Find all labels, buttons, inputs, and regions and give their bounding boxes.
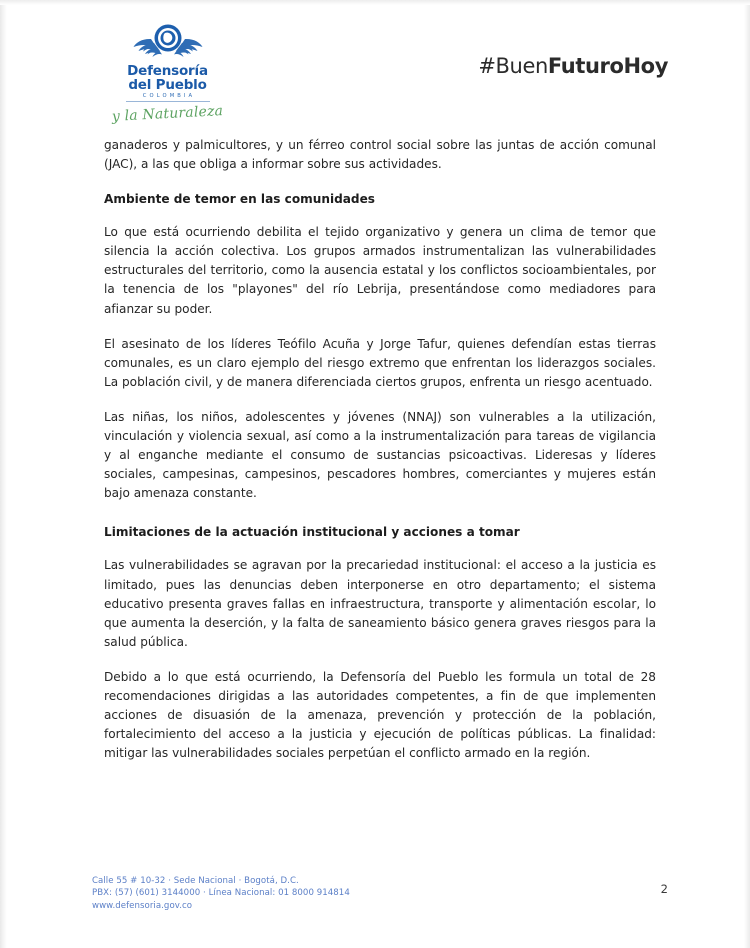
paragraph-clima-de-temor: Lo que está ocurriendo debilita el tejido organizativo y genera un clima de temor que silencia la acción colectiva. Los grupos armados instrumentalizan las vulnerabilidades estructurales del territorio, como la ausencia estatal y los conflictos socioambientales, por la tenencia de los "playones" del río Lebrija, presentándose como mediadores para afianzar su poder. [104,225,656,316]
logo-country-label: COLOMBIA [142,93,196,99]
scan-edge-right [744,0,750,948]
document-body [104,136,656,779]
footer-address: Calle 55 # 10-32 · Sede Nacional · Bogotá, D.C. [92,875,299,886]
logo-divider [126,101,210,102]
page-footer [92,875,658,912]
campaign-hashtag [478,54,668,78]
page-number: 2 [660,882,668,896]
hashtag-bold-part: FuturoHoy [547,54,668,78]
paragraph-nnaj-vulnerabilidad: Las niñas, los niños, adolescentes y jóvenes (NNAJ) son vulnerables a la utilización, vinculación y violencia sexual, así como a la instrumentalización para tareas de vigilancia y al enganche mediante el consumo de sustancias psicoactivas. Lideresas y líderes sociales, campesinas, campesinos, pescadores hombres, comerciantes y mujeres están bajo amenaza constante. [104,409,656,501]
scan-edge-left [0,0,7,948]
footer-phone: PBX: (57) (601) 3144000 · Línea Nacional: 01 8000 914814 [92,888,350,899]
paragraph-precariedad-institucional: Las vulnerabilidades se agravan por la precariedad institucional: el acceso a la justicia es limitado, pues las denuncias deben interponerse en otro departamento; el sistema educativo presenta graves fallas en infraestructura, transporte y alimentación escolar, lo que aumenta la deserción, y la falta de saneamiento básico genera graves riesgos para la salud pública. [104,558,656,649]
footer-contact-block [92,875,658,912]
logo-name-line-2: del Pueblo [128,77,207,93]
logo-tagline: y la Naturaleza [111,102,224,125]
logo-wordmark [110,64,225,92]
paragraph-recomendaciones: Debido a lo que está ocurriendo, la Defensoría del Pueblo les formula un total de 28 recomendaciones dirigidas a las autoridades competentes, a fin de que implementen acciones de disuasión de la amenaza, prevención y protección de la población, fortalecimiento del acceso a la justicia y ejecución de políticas públicas. La finalidad: mitigar las vulnerabilidades sociales perpetúan el conflicto armado en la región. [104,669,656,761]
defensoria-logo [110,22,225,125]
logo-name-line-1: Defensoría [127,63,208,79]
footer-website[interactable]: www.defensoria.gov.co [92,900,193,911]
page-header [0,22,750,132]
section-heading-ambiente-de-temor: Ambiente de temor en las comunidades [104,192,375,207]
section-heading-limitaciones: Limitaciones de la actuación institucional y acciones a tomar [104,525,520,540]
defensoria-emblem-icon [132,22,204,62]
scan-edge-top [0,0,750,5]
hashtag-light-part: #Buen [478,54,548,78]
paragraph-continuation: ganaderos y palmicultores, y un férreo control social sobre las juntas de acción comunal (JAC), a las que obliga a informar sobre sus actividades. [104,138,656,172]
paragraph-asesinato-lideres: El asesinato de los líderes Teófilo Acuña y Jorge Tafur, quienes defendían estas tierras comunales, es un claro ejemplo del riesgo extremo que enfrentan los liderazgos sociales. La población civil, y de manera diferenciada ciertos grupos, enfrenta un riesgo acentuado. [104,336,656,389]
